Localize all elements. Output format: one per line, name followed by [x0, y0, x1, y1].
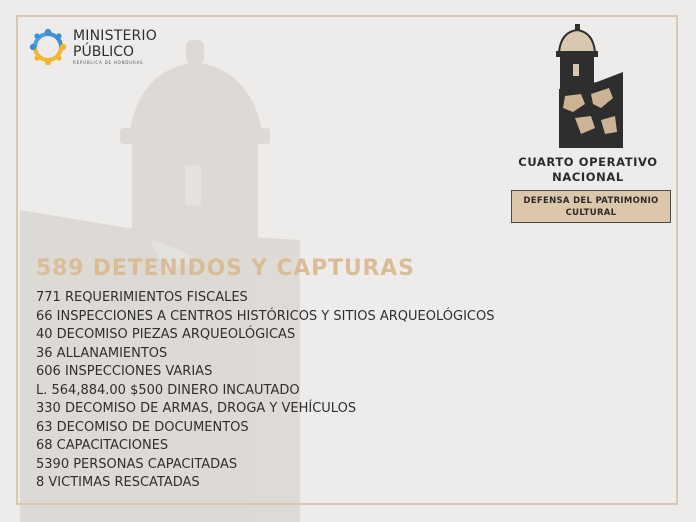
operation-title: [508, 155, 668, 185]
list-item: 36 ALLANAMIENTOS: [36, 345, 168, 361]
operation-badge-line2: CULTURAL: [565, 207, 617, 218]
list-item: 63 DECOMISO DE DOCUMENTOS: [36, 419, 249, 435]
fortress-tower-emblem-icon: [551, 24, 627, 148]
list-item: 330 DECOMISO DE ARMAS, DROGA Y VEHÍCULOS: [36, 401, 357, 416]
ministerio-publico-logo-icon: [27, 26, 69, 68]
logo-title-line1: MINISTERIO: [73, 28, 157, 44]
ministerio-publico-logo: [27, 26, 157, 68]
list-item: 66 INSPECCIONES A CENTROS HISTÓRICOS Y SITIOS ARQUEOLÓGICOS: [36, 308, 495, 324]
list-item: L. 564,884.00 $500 DINERO INCAUTADO: [36, 382, 300, 398]
list-item: 40 DECOMISO PIEZAS ARQUEOLÓGICAS: [36, 327, 296, 342]
logo-title-line2: PÚBLICO: [73, 44, 135, 60]
results-list: [36, 289, 494, 493]
headline: 589 DETENIDOS Y CAPTURAS: [36, 256, 415, 281]
list-item: 771 REQUERIMIENTOS FISCALES: [36, 290, 248, 305]
logo-subtitle: REPÚBLICA DE HONDURAS: [73, 60, 144, 65]
operation-badge-line1: DEFENSA DEL PATRIMONIO: [523, 195, 659, 206]
operation-title-line1: CUARTO OPERATIVO: [518, 155, 658, 169]
list-item: 5390 PERSONAS CAPACITADAS: [36, 456, 238, 472]
list-item: 68 CAPACITACIONES: [36, 438, 169, 453]
operation-badge: [511, 190, 671, 223]
list-item: 8 VICTIMAS RESCATADAS: [36, 475, 200, 490]
list-item: 606 INSPECCIONES VARIAS: [36, 364, 213, 379]
operation-title-line2: NACIONAL: [552, 170, 624, 184]
